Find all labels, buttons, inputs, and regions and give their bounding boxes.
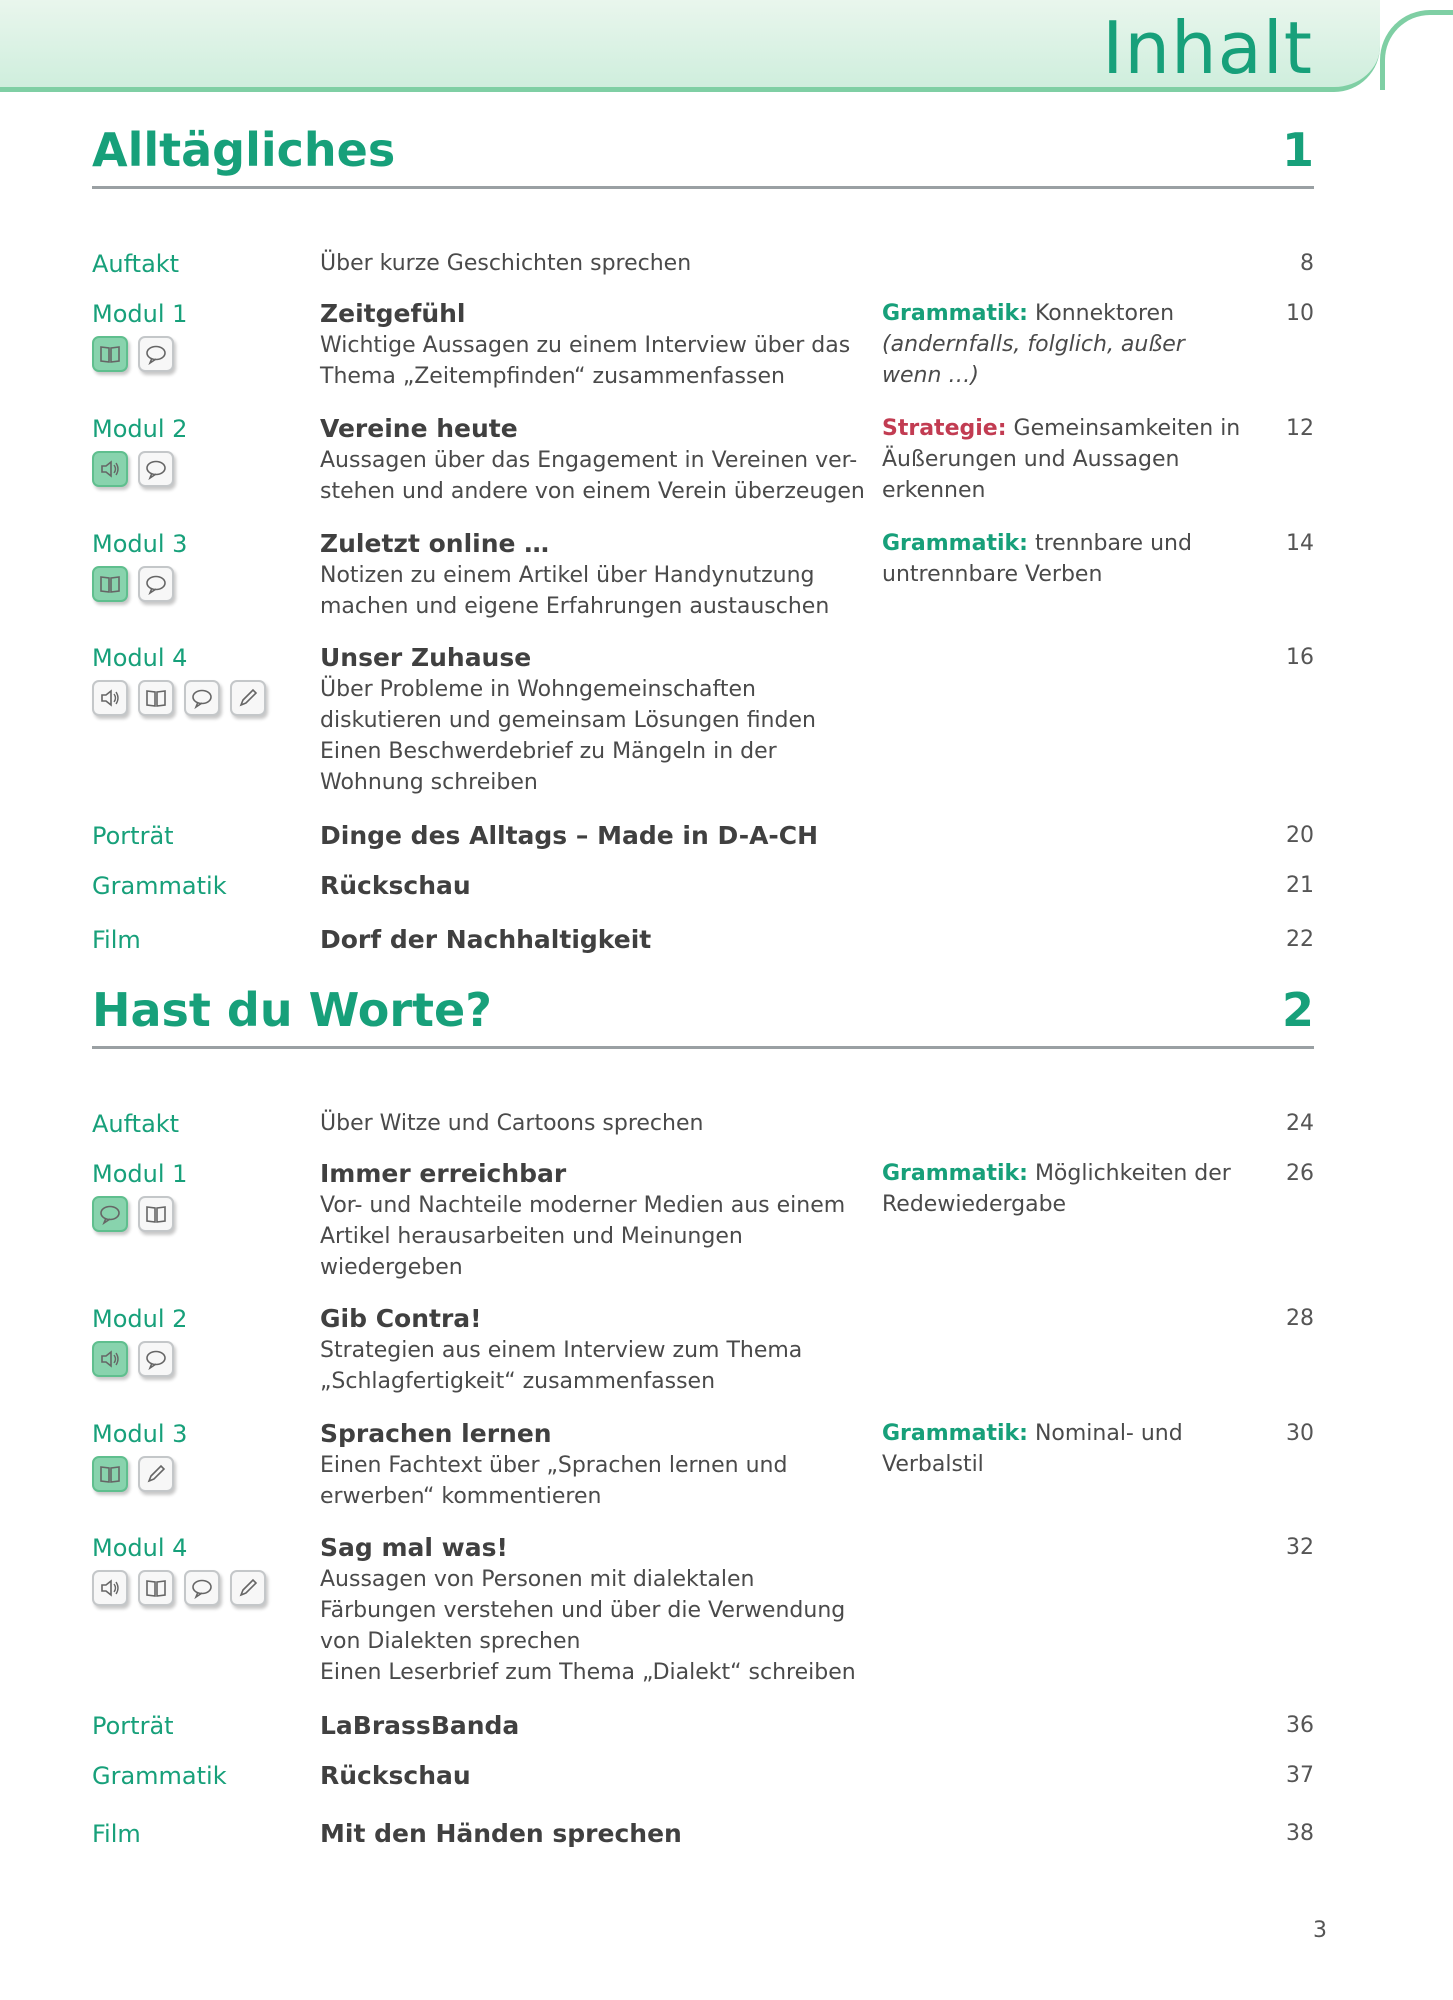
toc-topic [320, 1818, 880, 1850]
toc-category: Grammatik [92, 872, 227, 900]
speech-bubble-icon [92, 1196, 128, 1232]
note-line: Äußerungen und Aussagen [882, 447, 1180, 472]
toc-note [882, 298, 1242, 391]
toc-note [882, 528, 1242, 590]
note-line: Verbalstil [882, 1452, 984, 1477]
note-text: Nominal- und [1034, 1421, 1183, 1446]
toc-category: Modul 1 [92, 1160, 188, 1188]
toc-topic [320, 1532, 880, 1688]
toc-page-number: 24 [1286, 1111, 1314, 1136]
toc-description-line: Strategien aus einem Interview zum Thema [320, 1338, 803, 1363]
toc-title: Zeitgefühl [320, 299, 466, 328]
chapter-1 [92, 118, 1314, 954]
toc-page-number: 12 [1286, 416, 1314, 441]
toc-page-number: 21 [1286, 873, 1314, 898]
toc-topic [320, 298, 880, 392]
book-icon [92, 336, 128, 372]
note-label: Grammatik: [882, 1161, 1028, 1186]
speaker-icon [92, 1341, 128, 1377]
note-label: Grammatik: [882, 1421, 1028, 1446]
toc-title: Unser Zuhause [320, 643, 532, 672]
toc-description-line: erwerben“ kommentieren [320, 1484, 602, 1509]
toc-description-line: Wohnung schreiben [320, 770, 538, 795]
toc-page-number: 10 [1286, 301, 1314, 326]
toc-title: Dinge des Alltags – Made in D-A-CH [320, 821, 819, 850]
toc-category: Film [92, 1820, 141, 1848]
toc-description-line: Über Witze und Cartoons sprechen [320, 1111, 704, 1136]
toc-title: Mit den Händen sprechen [320, 1819, 682, 1848]
book-icon [138, 680, 174, 716]
toc-category: Modul 3 [92, 1420, 188, 1448]
toc-category: Modul 4 [92, 644, 188, 672]
chapter-number: 2 [1281, 983, 1314, 1037]
book-icon [92, 566, 128, 602]
pencil-icon [230, 680, 266, 716]
speech-bubble-icon [184, 680, 220, 716]
toc-title: LaBrassBanda [320, 1711, 520, 1740]
toc-description-line: Einen Beschwerdebrief zu Mängeln in der [320, 739, 777, 764]
toc-topic [320, 1710, 880, 1742]
note-label: Grammatik: [882, 531, 1028, 556]
toc-description-line: Aussagen von Personen mit dialektalen [320, 1567, 755, 1592]
toc-description-line: Artikel herausarbeiten und Meinungen [320, 1224, 743, 1249]
book-icon [138, 1570, 174, 1606]
chapter-title-row [92, 978, 1314, 1049]
toc-topic [320, 1760, 880, 1792]
toc-topic [320, 1108, 880, 1139]
toc-category: Modul 4 [92, 1534, 188, 1562]
book-icon [138, 1196, 174, 1232]
toc-topic [320, 528, 880, 622]
toc-page-number: 38 [1286, 1821, 1314, 1846]
note-label: Strategie: [882, 416, 1007, 441]
note-text: Möglichkeiten der [1034, 1161, 1231, 1186]
toc-page-number: 28 [1286, 1306, 1314, 1331]
speech-bubble-icon [138, 1341, 174, 1377]
toc-page-number: 14 [1286, 531, 1314, 556]
toc-topic [320, 870, 880, 902]
toc-category: Grammatik [92, 1762, 227, 1790]
toc-page-number: 22 [1286, 927, 1314, 952]
page-number: 3 [1313, 1918, 1327, 1943]
speaker-icon [92, 1570, 128, 1606]
toc-title: Immer erreichbar [320, 1159, 567, 1188]
toc-title: Sag mal was! [320, 1533, 508, 1562]
toc-category: Modul 3 [92, 530, 188, 558]
toc-description-line: machen und eigene Erfahrungen austauschen [320, 594, 830, 619]
toc-description-line: „Schlagfertigkeit“ zusammenfassen [320, 1369, 716, 1394]
toc-topic [320, 413, 880, 507]
note-line: erkennen [882, 478, 986, 503]
toc-title: Gib Contra! [320, 1304, 482, 1333]
toc-description-line: Thema „Zeitempfinden“ zusammenfassen [320, 364, 785, 389]
toc-title: Rückschau [320, 1761, 471, 1790]
toc-page-number: 37 [1286, 1763, 1314, 1788]
speech-bubble-icon [184, 1570, 220, 1606]
page-title: Inhalt [1102, 6, 1313, 90]
note-example-line: (andernfalls, folglich, außer [882, 332, 1185, 357]
toc-note [882, 1418, 1242, 1480]
toc-description-line: wiedergeben [320, 1255, 463, 1280]
toc-description-line: Einen Fachtext über „Sprachen lernen und [320, 1453, 788, 1478]
toc-description-line: Färbungen verstehen und über die Verwendung [320, 1598, 846, 1623]
note-line: Redewiedergabe [882, 1192, 1067, 1217]
speaker-icon [92, 680, 128, 716]
pencil-icon [230, 1570, 266, 1606]
toc-note [882, 1158, 1242, 1220]
toc-page-number: 36 [1286, 1713, 1314, 1738]
speech-bubble-icon [138, 451, 174, 487]
toc-topic [320, 642, 880, 798]
note-line: untrennbare Verben [882, 562, 1103, 587]
chapter-title: Hast du Worte? [92, 983, 492, 1037]
toc-title: Dorf der Nachhaltigkeit [320, 925, 652, 954]
note-example-line: wenn …) [882, 363, 979, 388]
toc-title: Zuletzt online … [320, 529, 550, 558]
toc-description-line: stehen und andere von einem Verein überzeugen [320, 479, 865, 504]
toc-description-line: Einen Leserbrief zum Thema „Dialekt“ schreiben [320, 1660, 856, 1685]
toc-page-number: 20 [1286, 823, 1314, 848]
toc-description-line: Vor- und Nachteile moderner Medien aus einem [320, 1193, 846, 1218]
toc-note [882, 413, 1242, 506]
toc-page-number: 26 [1286, 1161, 1314, 1186]
toc-topic [320, 1418, 880, 1512]
toc-description-line: Notizen zu einem Artikel über Handynutzung [320, 563, 815, 588]
toc-description-line: Wichtige Aussagen zu einem Interview über das [320, 333, 851, 358]
toc-title: Rückschau [320, 871, 471, 900]
toc-category: Modul 2 [92, 1305, 188, 1333]
toc-category: Auftakt [92, 1110, 180, 1138]
toc-description-line: Aussagen über das Engagement in Vereinen ver- [320, 448, 858, 473]
book-icon [92, 1456, 128, 1492]
speech-bubble-icon [138, 566, 174, 602]
toc-page-number: 30 [1286, 1421, 1314, 1446]
pencil-icon [138, 1456, 174, 1492]
toc-topic [320, 924, 880, 956]
chapter-number: 1 [1281, 123, 1314, 177]
chapter-title-row [92, 118, 1314, 189]
toc-description-line: diskutieren und gemeinsam Lösungen finden [320, 708, 816, 733]
toc-topic [320, 820, 880, 852]
toc-description-line: Über kurze Geschichten sprechen [320, 251, 692, 276]
toc-page-number: 8 [1300, 251, 1314, 276]
toc-description-line: von Dialekten sprechen [320, 1629, 581, 1654]
toc-category: Porträt [92, 822, 174, 850]
toc-title: Sprachen lernen [320, 1419, 552, 1448]
note-text: Gemeinsamkeiten in [1013, 416, 1241, 441]
chapter-2 [92, 978, 1314, 1848]
toc-topic [320, 248, 880, 279]
toc-category: Porträt [92, 1712, 174, 1740]
toc-page-number: 32 [1286, 1535, 1314, 1560]
toc-page-number: 16 [1286, 645, 1314, 670]
chapter-title: Alltägliches [92, 123, 396, 177]
speech-bubble-icon [138, 336, 174, 372]
toc-topic [320, 1158, 880, 1283]
note-text: Konnektoren [1034, 301, 1175, 326]
toc-category: Modul 1 [92, 300, 188, 328]
speaker-icon [92, 451, 128, 487]
toc-title: Vereine heute [320, 414, 518, 443]
note-label: Grammatik: [882, 301, 1028, 326]
header-curl [1380, 10, 1453, 90]
toc-topic [320, 1303, 880, 1397]
toc-category: Modul 2 [92, 415, 188, 443]
note-text: trennbare und [1034, 531, 1192, 556]
toc-category: Auftakt [92, 250, 180, 278]
toc-category: Film [92, 926, 141, 954]
toc-description-line: Über Probleme in Wohngemeinschaften [320, 677, 756, 702]
